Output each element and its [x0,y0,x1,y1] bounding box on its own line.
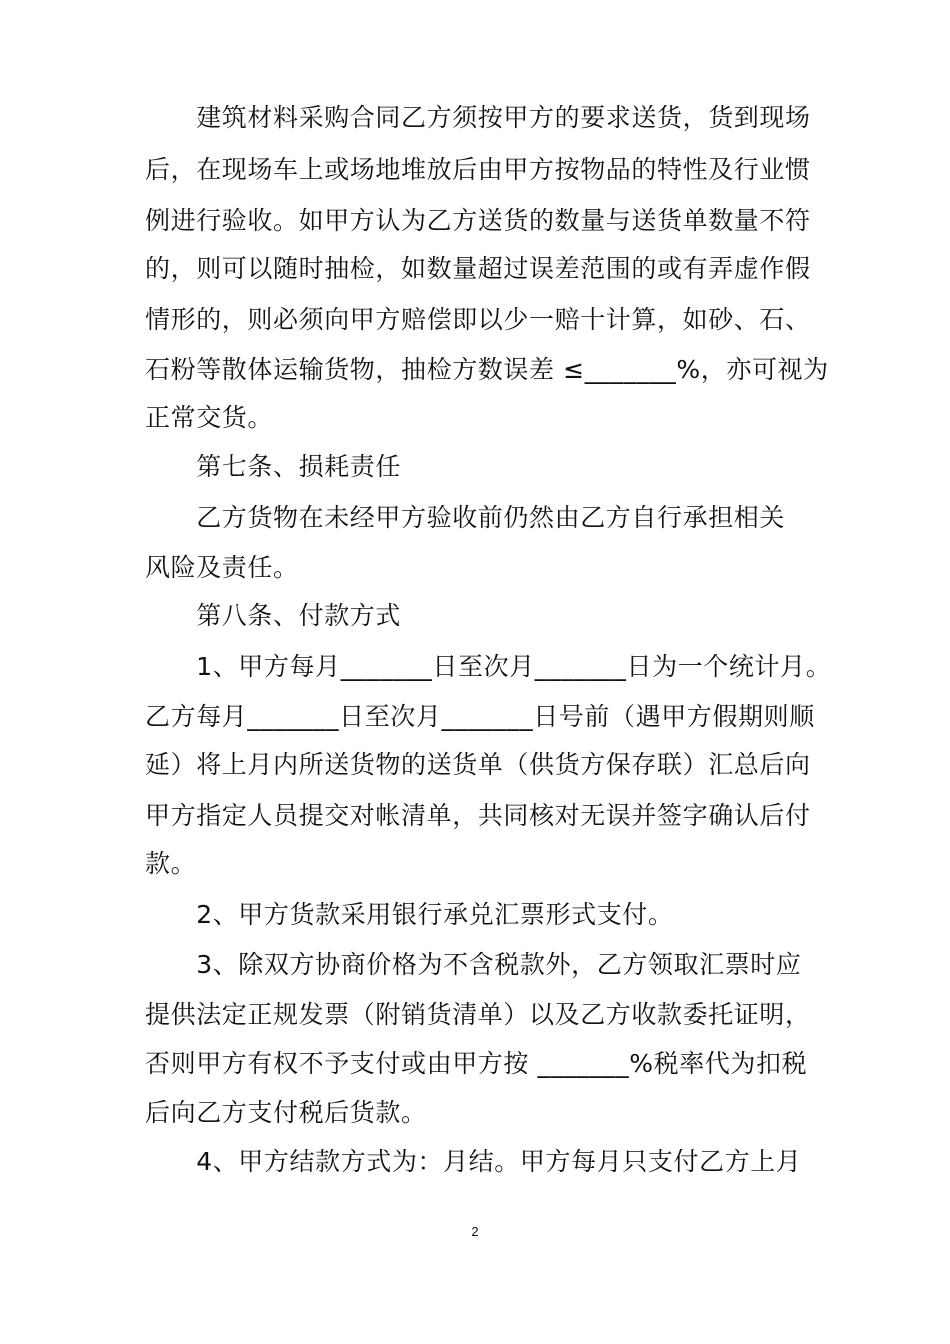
text-line: 后向乙方支付税后货款。 [145,1098,427,1127]
text-line: 建筑材料采购合同乙方须按甲方的要求送货，货到现场 [145,103,811,132]
text-line: 3、除双方协商价格为不含税款外，乙方领取汇票时应 [145,950,802,979]
text-line: 甲方指定人员提交对帐清单，共同核对无误并签字确认后付 [145,801,811,830]
text-line: 否则甲方有权不予支付或由甲方按 _______%税率代为扣税 [145,1049,808,1078]
text-line: 后，在现场车上或场地堆放后由甲方按物品的特性及行业惯 [145,155,811,184]
text-line: 乙方货物在未经甲方验收前仍然由乙方自行承担相关 [145,503,786,532]
text-line: 风险及责任。 [145,553,299,582]
page-number: 2 [471,1224,479,1239]
text-line: 情形的，则必须向甲方赔偿即以少一赔十计算，如砂、石、 [145,305,811,334]
text-line: 石粉等散体运输货物，抽检方数误差 ≤_______%，亦可视为 [145,355,829,384]
text-line: 款。 [145,849,197,878]
text-line: 的，则可以随时抽检，如数量超过误差范围的或有弄虚作假 [145,254,811,283]
section-heading: 第七条、损耗责任 [145,452,402,481]
text-line: 提供法定正规发票（附销货清单）以及乙方收款委托证明， [145,1000,811,1029]
text-line: 正常交货。 [145,403,274,432]
text-line: 延）将上月内所送货物的送货单（供货方保存联）汇总后向 [145,750,811,779]
text-line: 2、甲方货款采用银行承兑汇票形式支付。 [145,900,674,929]
text-line: 乙方每月_______日至次月_______日号前（遇甲方假期则顺 [145,702,815,731]
text-line: 4、甲方结款方式为：月结。甲方每月只支付乙方上月 [145,1147,802,1176]
text-line: 1、甲方每月_______日至次月_______日为一个统计月。 [145,652,832,681]
section-heading: 第八条、付款方式 [145,601,402,630]
text-line: 例进行验收。如甲方认为乙方送货的数量与送货单数量不符 [145,206,811,235]
